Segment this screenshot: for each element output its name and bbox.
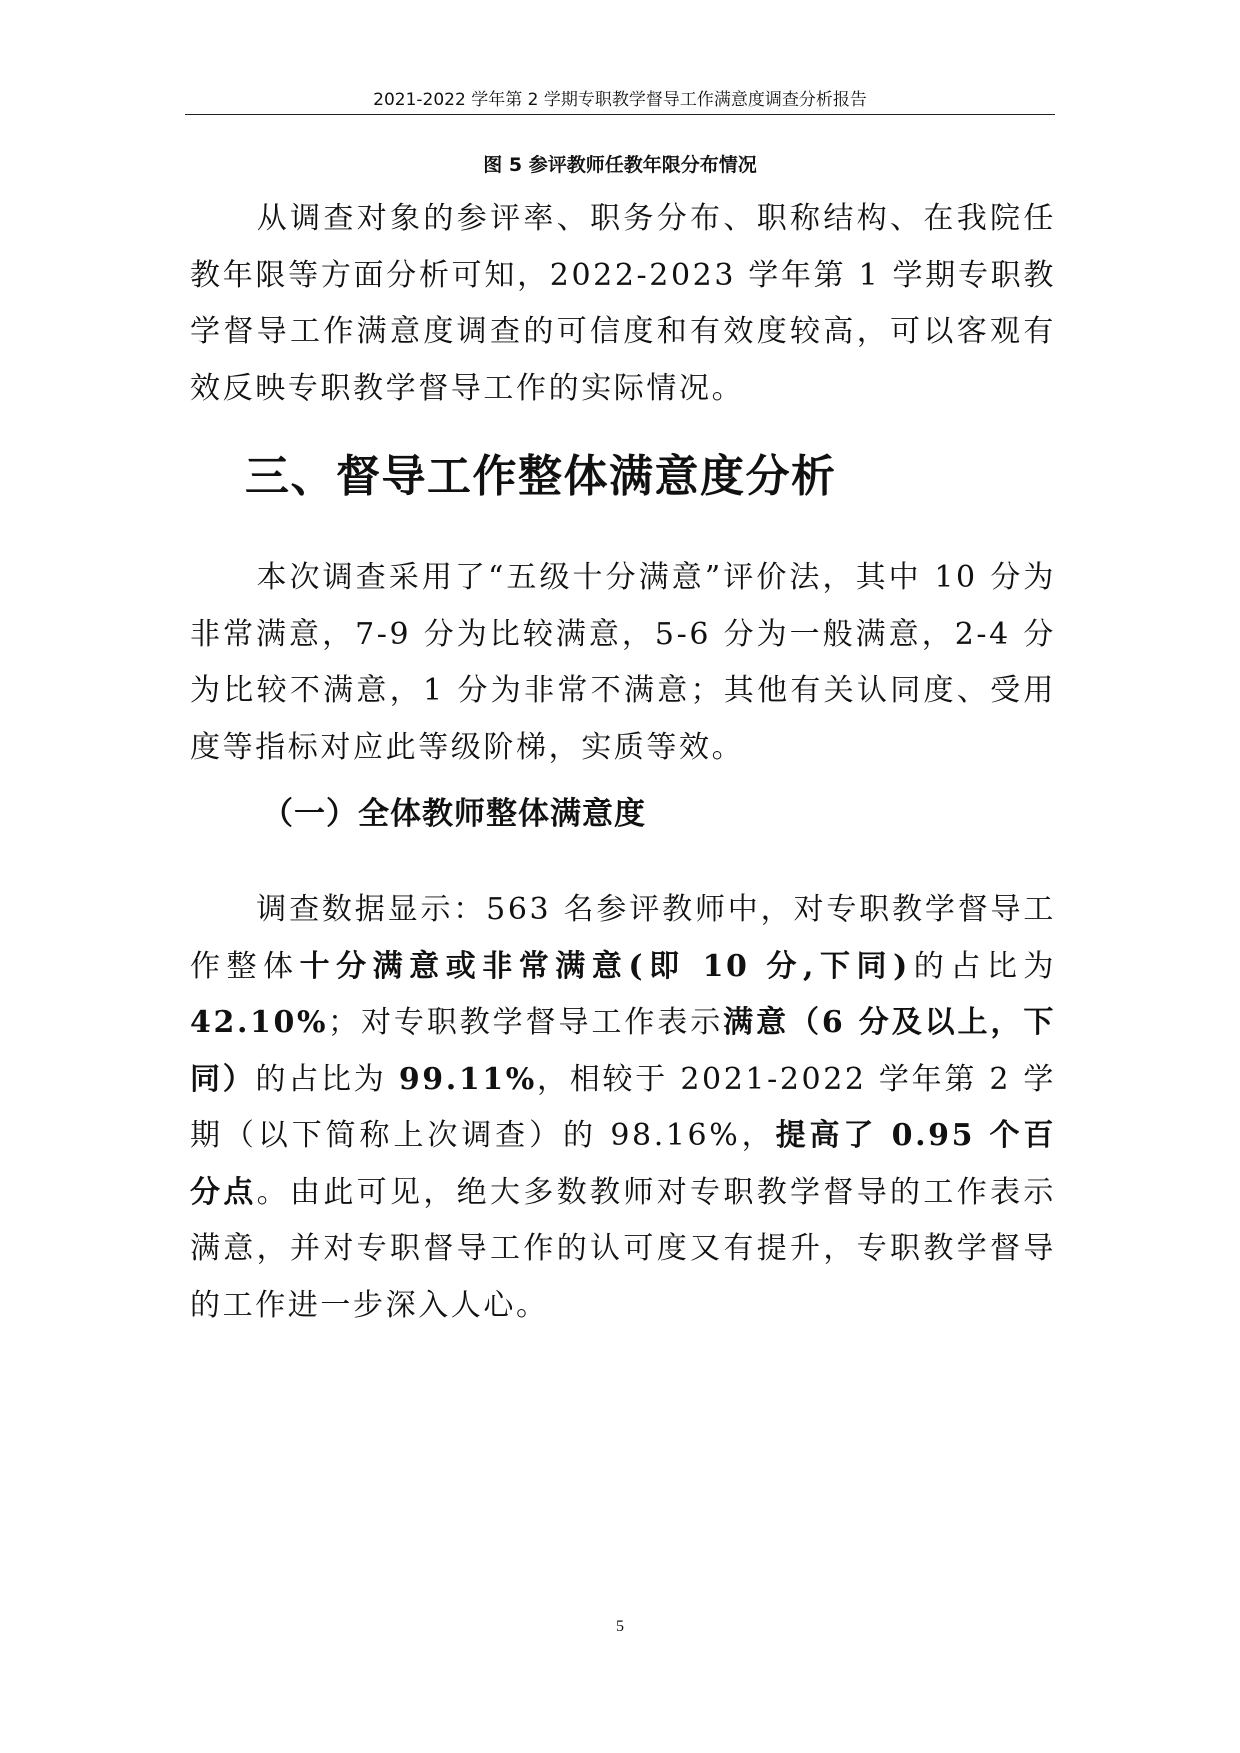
bold-run: (即 10 分,下同) (628, 948, 910, 984)
bold-percentage: 99.11% (398, 1061, 537, 1097)
paragraph-rating-method (190, 550, 1056, 776)
bold-run: 提高了 0.95 个百分点 (190, 1118, 1056, 1210)
paragraph-text: 从调查对象的参评率、职务分布、职称结构、在我院任教年限等方面分析可知，2022-2023 学年第 1 学期专职教学督导工作满意度调查的可信度和有效度较高，可以客观有效反映专职教学督导工作的实际情况。 (190, 201, 1056, 406)
section-heading: 三、督导工作整体满意度分析 (245, 451, 837, 502)
running-header: 2021-2022 学年第 2 学期专职教学督导工作满意度调查分析报告 (185, 86, 1055, 115)
bold-run: 满意（6 分及以上，下同） (190, 1005, 1057, 1097)
paragraph-text: 本次调查采用了“五级十分满意”评价法，其中 10 分为非常满意，7-9 分为比较满意，5-6 分为一般满意，2-4 分为比较不满意，1 分为非常不满意；其他有关认同度、受用度等指标对应此等级阶梯，实质等效。 (190, 560, 1056, 765)
paragraph-overall-satisfaction (190, 882, 1056, 1334)
text-run: 调查数据显示：563 名参评教师中，对专职教学督导工作整体 (190, 892, 1056, 984)
text-run: 的占比为 (909, 948, 1056, 984)
paragraph-survey-reliability (190, 191, 1056, 417)
subsection-heading: （一）全体教师整体满意度 (262, 796, 646, 832)
figure-caption: 图 5 参评教师任教年限分布情况 (483, 154, 757, 176)
text-run: 。由此可见，绝大多数教师对专职教学督导的工作表示满意，并对专职督导工作的认可度又有提升，专职教学督导的工作进一步深入人心。 (190, 1174, 1056, 1323)
text-run: ，相较于 2021-2022 学年第 2 学期（以下简称上次调查）的 98.16%， (190, 1061, 1056, 1153)
text-run: ；对专职教学督导工作表示 (328, 1005, 724, 1040)
bold-run: 十分满意或非常满意 (299, 948, 629, 984)
bold-percentage: 42.10% (190, 1005, 329, 1040)
page-number: 5 (616, 1618, 624, 1635)
text-run: 的占比为 (255, 1061, 399, 1097)
